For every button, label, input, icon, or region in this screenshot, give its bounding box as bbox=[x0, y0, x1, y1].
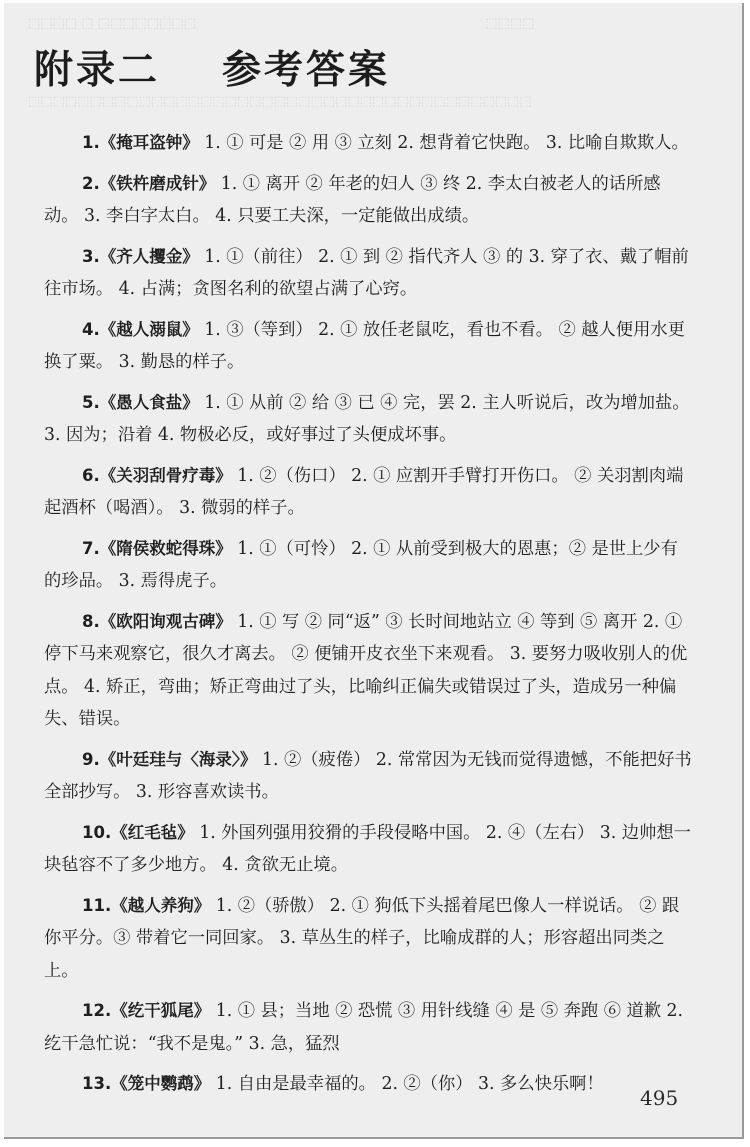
entry-answers: 1. 外国列强用狡猾的手段侵略中国。 2. ④（左右） 3. 边帅想一块毡容不了多少地方。 4. 贪欲无止境。 bbox=[44, 822, 691, 875]
answer-entry bbox=[44, 817, 694, 882]
answer-entry bbox=[44, 606, 694, 736]
entry-number: 2. bbox=[82, 173, 100, 193]
entry-title: 《铁杵磨成针》 bbox=[99, 173, 216, 193]
answer-entry bbox=[44, 1068, 694, 1101]
entry-number: 12. bbox=[82, 1001, 112, 1020]
entry-answers: 1. ①（可怜） 2. ① 从前受到极大的恩惠；② 是世上少有的珍品。 3. 焉得虎子。 bbox=[44, 538, 678, 591]
entry-answers: 1. ②（伤口） 2. ① 应割开手臂打开伤口。 ② 关羽割肉端起酒杯（喝酒）。 3. 微弱的样子。 bbox=[44, 465, 684, 518]
entry-number: 5. bbox=[82, 392, 100, 412]
entry-title: 《齐人攫金》 bbox=[99, 246, 199, 266]
entry-answers: 1. ②（骄傲） 2. ① 狗低下头摇着尾巴像人一样说话。 ② 跟你平分。③ 带着它一同回家。 3. 草丛生的样子，比喻成群的人；形容超出同类之上。 bbox=[44, 895, 680, 981]
entry-answers: 1. ① 从前 ② 给 ③ 已 ④ 完，罢 2. 主人听说后，改为增加盐。 3. 因为；沿着 4. 物极必反，或好事过了头便成坏事。 bbox=[44, 392, 690, 445]
title-answers: 参考答案 bbox=[222, 48, 391, 93]
entry-title: 《越人溺鼠》 bbox=[99, 319, 199, 339]
answer-entry bbox=[44, 533, 694, 598]
entry-title: 《纥干狐尾》 bbox=[111, 1001, 211, 1020]
entry-title: 《隋侯救蛇得珠》 bbox=[99, 538, 232, 558]
page-title bbox=[34, 48, 391, 93]
answer-entry bbox=[44, 460, 694, 525]
entry-title: 《掩耳盗钟》 bbox=[99, 133, 199, 152]
entry-number: 4. bbox=[82, 319, 100, 339]
answer-entry bbox=[44, 744, 694, 809]
entry-number: 9. bbox=[82, 749, 100, 769]
answer-entry bbox=[44, 127, 694, 160]
answer-entry bbox=[44, 314, 694, 379]
answer-entry bbox=[44, 387, 694, 452]
entry-title: 《关羽刮骨疗毒》 bbox=[99, 465, 232, 485]
entry-number: 7. bbox=[82, 538, 100, 558]
show-through-text: ⬚⬚⬚⬚⬚⬚⬚⬚⬚⬚⬚⬚⬚⬚⬚⬚⬚⬚⬚⬚⬚⬚⬚⬚⬚⬚⬚⬚⬚⬚⬚⬚⬚⬚⬚⬚⬚⬚⬚⬚⬚ bbox=[28, 95, 532, 108]
entry-title: 《愚人食盐》 bbox=[99, 392, 199, 412]
answer-list bbox=[44, 127, 694, 1109]
entry-answers: 1. ① 写 ② 同“返” ③ 长时间地站立 ④ 等到 ⑤ 离开 2. ① 停下马来观察它，很久才离去。 ② 便铺开皮衣坐下来观看。 3. 要努力吸收别人的优点。 4. 矫正，弯曲；矫正弯曲过了头，比喻纠正偏失或错误过了头，造成另一种偏失、错误。 bbox=[44, 611, 688, 729]
entry-number: 10. bbox=[82, 822, 112, 842]
answer-entry bbox=[44, 890, 694, 988]
answer-entry bbox=[44, 241, 694, 306]
entry-number: 6. bbox=[82, 465, 100, 485]
entry-answers: 1. ①（前往） 2. ① 到 ② 指代齐人 ③ 的 3. 穿了衣、戴了帽前往市场。 4. 占满；贪图名利的欲望占满了心窍。 bbox=[44, 246, 689, 299]
entry-number: 8. bbox=[82, 611, 100, 631]
show-through-text: ⬚⬚⬚⬚ ⬚ ⬚⬚⬚⬚⬚⬚⬚⬚ ⬚⬚⬚⬚ bbox=[28, 17, 535, 30]
entry-number: 1. bbox=[82, 133, 100, 152]
title-appendix: 附录二 bbox=[34, 48, 161, 93]
entry-title: 《红毛毡》 bbox=[111, 822, 194, 842]
entry-number: 3. bbox=[82, 246, 100, 266]
entry-answers: 1. ① 县；当地 ② 恐慌 ③ 用针线缝 ④ 是 ⑤ 奔跑 ⑥ 道歉 2. 纥干急忙说：“我不是鬼。” 3. 急，猛烈 bbox=[44, 1001, 684, 1054]
entry-answers: 1. ① 可是 ② 用 ③ 立刻 2. 想背着它快跑。 3. 比喻自欺欺人。 bbox=[198, 133, 689, 153]
page-number: 495 bbox=[640, 1086, 679, 1110]
entry-answers: 1. ③（等到） 2. ① 放任老鼠吃，看也不看。 ② 越人便用水更换了粟。 3. 勤恳的样子。 bbox=[44, 319, 685, 372]
entry-answers: 1. ②（疲倦） 2. 常常因为无钱而觉得遗憾，不能把好书全部抄写。 3. 形容喜欢读书。 bbox=[44, 749, 692, 802]
entry-number: 13. bbox=[82, 1074, 112, 1093]
answer-entry bbox=[44, 995, 694, 1060]
entry-title: 《笼中鹦鹉》 bbox=[111, 1074, 211, 1093]
entry-title: 《欧阳询观古碑》 bbox=[99, 611, 232, 631]
entry-answers: 1. ① 离开 ② 年老的妇人 ③ 终 2. 李太白被老人的话所感动。 3. 李白字太白。 4. 只要工夫深，一定能做出成绩。 bbox=[44, 173, 661, 226]
entry-answers: 1. 自由是最幸福的。 2. ②（你） 3. 多么快乐啊！ bbox=[210, 1074, 604, 1094]
answer-entry bbox=[44, 168, 694, 233]
entry-title: 《叶廷珪与〈海录〉》 bbox=[99, 749, 257, 769]
entry-title: 《越人养狗》 bbox=[111, 895, 211, 915]
book-page bbox=[4, 3, 744, 1139]
entry-number: 11. bbox=[82, 895, 112, 915]
